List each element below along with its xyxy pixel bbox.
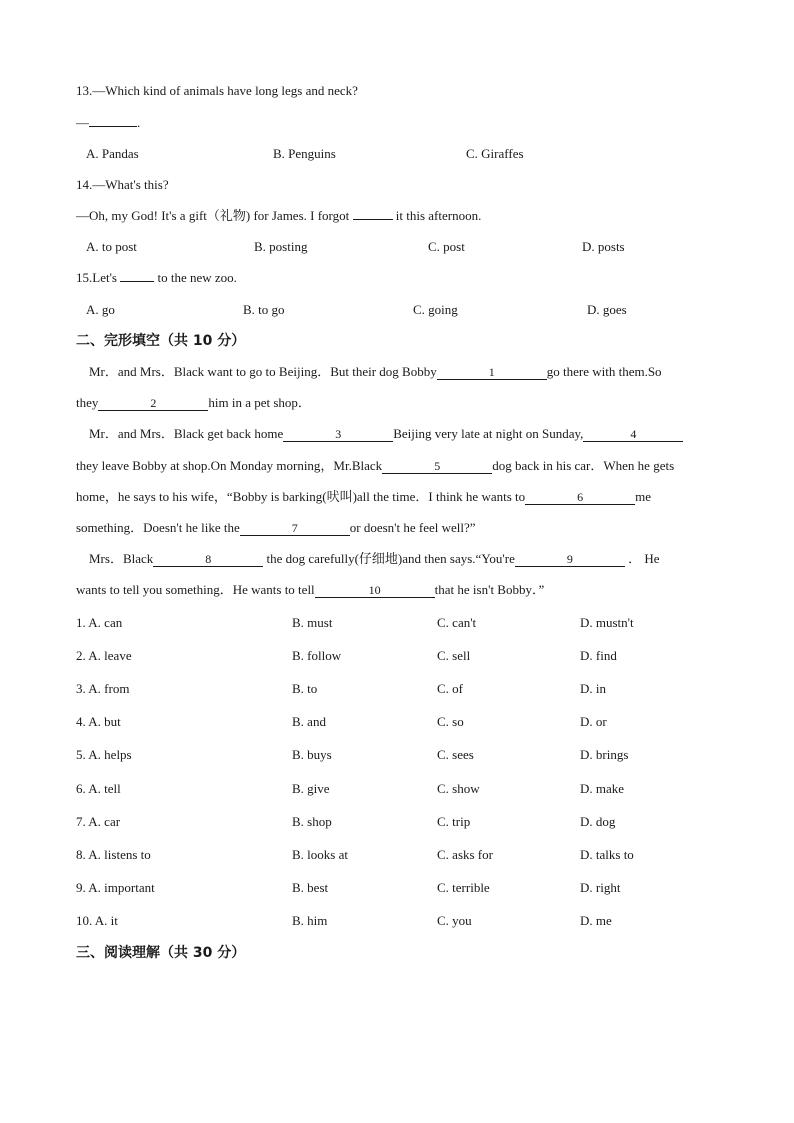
- cloze-option[interactable]: 2. A. leave: [76, 648, 132, 663]
- cloze-option[interactable]: D. find: [580, 648, 617, 663]
- passage-text: Mr．and Mrs．Black want to go to Beijing．But their dog Bobby: [89, 364, 437, 379]
- cloze-option[interactable]: C. asks for: [437, 847, 493, 862]
- cloze-blank-5[interactable]: 5: [382, 459, 492, 474]
- q15-option-c[interactable]: C. going: [413, 302, 458, 317]
- q14-option-a[interactable]: A. to post: [86, 239, 137, 254]
- cloze-option[interactable]: B. and: [292, 714, 326, 729]
- passage-text: Mrs．Black: [89, 551, 154, 566]
- cloze-option[interactable]: B. shop: [292, 814, 332, 829]
- cloze-option[interactable]: C. terrible: [437, 880, 490, 895]
- cloze-option[interactable]: C. trip: [437, 814, 471, 829]
- q15-option-d[interactable]: D. goes: [587, 302, 627, 317]
- cloze-option[interactable]: D. in: [580, 681, 606, 696]
- passage-text: they leave Bobby at shop.On Monday morning，Mr.Black: [76, 458, 383, 473]
- q14-dialogue-line: [76, 207, 481, 225]
- q14-option-d[interactable]: D. posts: [582, 239, 625, 254]
- passage-p2-line4: [76, 519, 476, 537]
- cloze-option[interactable]: C. sell: [437, 648, 471, 663]
- passage-p2-line1: [89, 425, 683, 443]
- cloze-blank-9[interactable]: 9: [515, 552, 625, 567]
- q13-answer-blank[interactable]: [89, 126, 137, 127]
- cloze-option[interactable]: B. him: [292, 913, 328, 928]
- q14-option-c[interactable]: C. post: [428, 239, 465, 254]
- cloze-option[interactable]: C. of: [437, 681, 463, 696]
- cloze-option[interactable]: 5. A. helps: [76, 747, 132, 762]
- q13-option-a[interactable]: A. Pandas: [86, 146, 139, 161]
- passage-text: the dog carefully(仔细地)and then says.“You're: [266, 551, 515, 566]
- cloze-option[interactable]: D. dog: [580, 814, 616, 829]
- passage-text: something．Doesn't he like the: [76, 520, 240, 535]
- q13-option-c[interactable]: C. Giraffes: [466, 146, 524, 161]
- passage-p1-line1: [89, 363, 662, 381]
- cloze-blank-1[interactable]: 1: [437, 365, 547, 380]
- q15-blank[interactable]: [120, 281, 154, 282]
- cloze-option[interactable]: 4. A. but: [76, 714, 121, 729]
- q15-question: [76, 269, 237, 287]
- passage-p1-line2: [76, 394, 311, 412]
- q14-blank[interactable]: [353, 219, 393, 220]
- cloze-option[interactable]: 3. A. from: [76, 681, 130, 696]
- cloze-option[interactable]: 6. A. tell: [76, 781, 121, 796]
- cloze-option[interactable]: C. sees: [437, 747, 474, 762]
- cloze-option[interactable]: B. to: [292, 681, 318, 696]
- q13-answer-suffix: .: [137, 115, 141, 130]
- passage-text: me: [635, 489, 652, 504]
- passage-text: ． He: [628, 551, 660, 566]
- passage-text: or doesn't he feel well?”: [349, 520, 476, 535]
- q13-option-b[interactable]: B. Penguins: [273, 146, 336, 161]
- q15-option-b[interactable]: B. to go: [243, 302, 285, 317]
- cloze-option[interactable]: D. me: [580, 913, 612, 928]
- q15-after: to the new zoo.: [157, 270, 237, 285]
- q13-answer-prefix: —: [76, 115, 89, 130]
- cloze-blank-7[interactable]: 7: [240, 521, 350, 536]
- passage-text: they: [76, 395, 99, 410]
- cloze-option[interactable]: 10. A. it: [76, 913, 118, 928]
- cloze-option[interactable]: 7. A. car: [76, 814, 121, 829]
- cloze-option[interactable]: D. or: [580, 714, 607, 729]
- cloze-option[interactable]: D. brings: [580, 747, 629, 762]
- passage-text: Mr．and Mrs．Black get back home: [89, 426, 284, 441]
- q13-question: 13.—Which kind of animals have long legs and neck?: [76, 83, 358, 98]
- cloze-option[interactable]: B. best: [292, 880, 329, 895]
- cloze-blank-6[interactable]: 6: [525, 490, 635, 505]
- cloze-option[interactable]: D. make: [580, 781, 625, 796]
- cloze-option[interactable]: 1. A. can: [76, 615, 123, 630]
- cloze-option[interactable]: B. looks at: [292, 847, 348, 862]
- q13-answer-line: [76, 114, 140, 132]
- q14-dialogue-before: —Oh, my God! It's a gift（礼物) for James. I forgot: [76, 208, 350, 223]
- passage-p2-line2: [76, 457, 674, 475]
- cloze-blank-3[interactable]: 3: [283, 427, 393, 442]
- q15-before: 15.Let's: [76, 270, 117, 285]
- cloze-option[interactable]: B. buys: [292, 747, 332, 762]
- section3-heading: 三、阅读理解（共 30 分）: [76, 945, 246, 961]
- cloze-blank-8[interactable]: 8: [153, 552, 263, 567]
- passage-p3-line2: [76, 581, 544, 599]
- section2-heading: 二、完形填空（共 10 分）: [76, 333, 246, 349]
- q14-question: 14.—What's this?: [76, 177, 169, 192]
- passage-text: go there with them.So: [546, 364, 662, 379]
- cloze-blank-2[interactable]: 2: [98, 396, 208, 411]
- q14-option-b[interactable]: B. posting: [254, 239, 308, 254]
- cloze-option[interactable]: C. so: [437, 714, 464, 729]
- cloze-option[interactable]: 9. A. important: [76, 880, 155, 895]
- q15-option-a[interactable]: A. go: [86, 302, 115, 317]
- cloze-blank-10[interactable]: 10: [315, 583, 435, 598]
- cloze-option[interactable]: B. give: [292, 781, 330, 796]
- cloze-option[interactable]: C. you: [437, 913, 472, 928]
- cloze-option[interactable]: D. right: [580, 880, 621, 895]
- cloze-option[interactable]: B. follow: [292, 648, 342, 663]
- passage-text: dog back in his car．When he gets: [492, 458, 675, 473]
- cloze-option[interactable]: 8. A. listens to: [76, 847, 151, 862]
- passage-text: home，he says to his wife，“Bobby is barking(吠叫)all the time．I think he wants to: [76, 489, 526, 504]
- cloze-option[interactable]: D. mustn't: [580, 615, 634, 630]
- cloze-option[interactable]: B. must: [292, 615, 333, 630]
- q14-dialogue-after: it this afternoon.: [395, 208, 482, 223]
- passage-text: wants to tell you something．He wants to tell: [76, 582, 315, 597]
- passage-p3-line1: [89, 550, 660, 568]
- cloze-option[interactable]: C. show: [437, 781, 480, 796]
- cloze-option[interactable]: D. talks to: [580, 847, 634, 862]
- passage-text: him in a pet shop．: [208, 395, 311, 410]
- passage-text: that he isn't Bobby．”: [434, 582, 545, 597]
- cloze-option[interactable]: C. can't: [437, 615, 477, 630]
- passage-p2-line3: [76, 488, 651, 506]
- cloze-blank-4[interactable]: 4: [583, 427, 683, 442]
- passage-text: Beijing very late at night on Sunday,: [393, 426, 584, 441]
